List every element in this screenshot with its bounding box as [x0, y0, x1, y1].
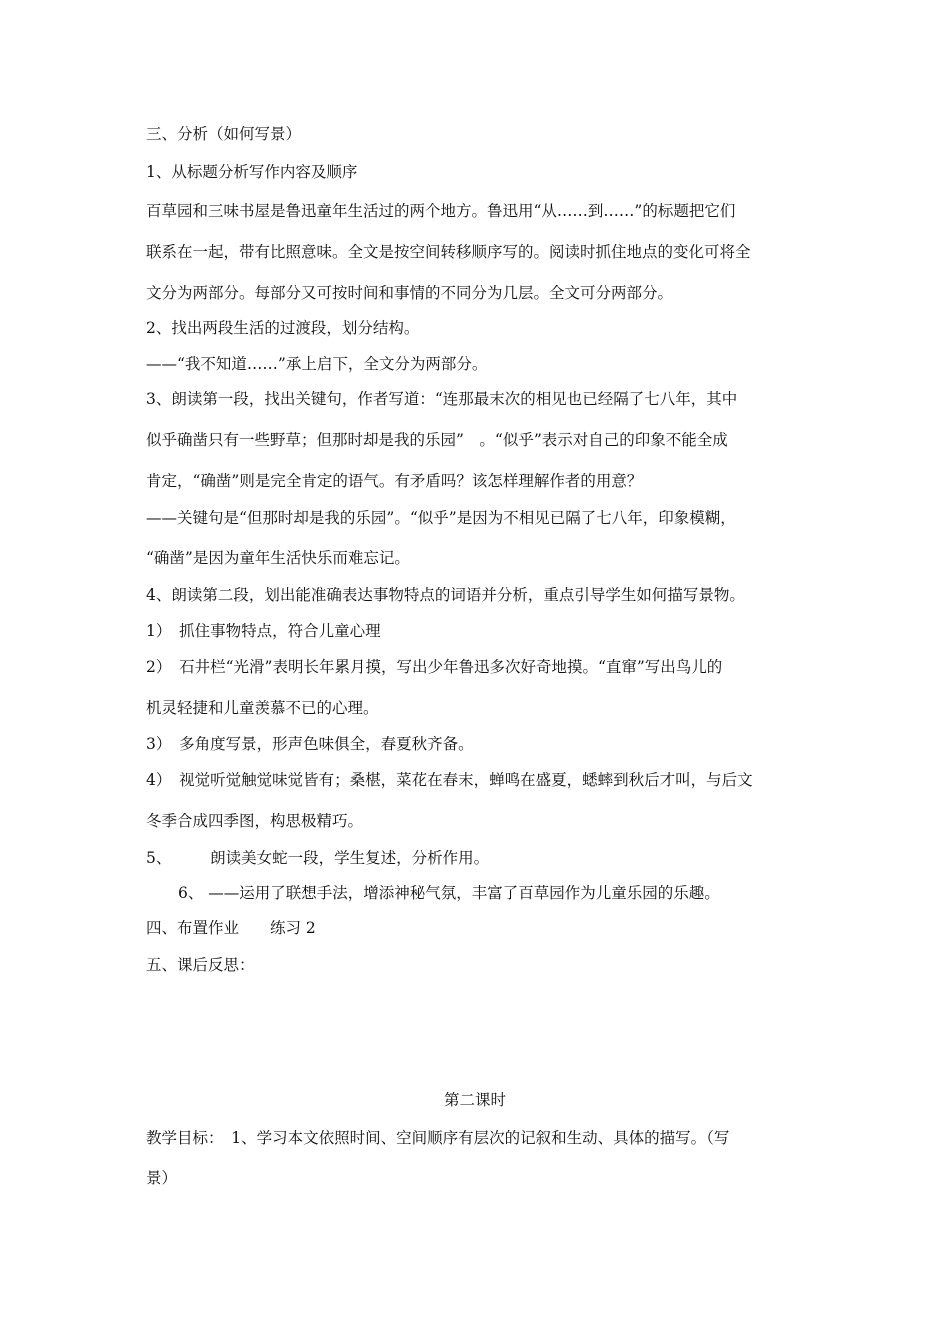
section5-heading: 五、课后反思： — [146, 956, 255, 974]
item3-para-line3: 肯定，“确凿”则是完全肯定的语气。有矛盾吗？该怎样理解作者的用意？ — [146, 472, 643, 490]
item5: 5、 朗读美女蛇一段，学生复述，分析作用。 — [146, 849, 490, 867]
item3-para-line2: 似乎确凿只有一些野草；但那时却是我的乐园” 。“似乎”表示对自己的印象不能全成 — [146, 431, 728, 449]
item1-para-line2: 联系在一起，带有比照意味。全文是按空间转移顺序写的。阅读时抓住地点的变化可将全 — [146, 243, 751, 261]
item6: 6、 ——运用了联想手法，增添神秘气氛，丰富了百草园作为儿童乐园的乐趣。 — [178, 884, 720, 902]
item2-title: 2、找出两段生活的过渡段，划分结构。 — [146, 319, 420, 337]
lesson2-title: 第二课时 — [443, 1091, 506, 1109]
sub-point-3: 3） 多角度写景，形声色味俱全，春夏秋齐备。 — [146, 735, 474, 753]
item4-title: 4、朗读第二段，划出能准确表达事物特点的词语并分析，重点引导学生如何描写景物。 — [146, 586, 745, 604]
sub-point-2-line2: 机灵轻捷和儿童羡慕不已的心理。 — [146, 699, 379, 717]
item1-title: 1、从标题分析写作内容及顺序 — [146, 163, 358, 181]
item1-para-line3: 文分为两部分。每部分又可按时间和事情的不同分为几层。全文可分两部分。 — [146, 284, 674, 302]
sub-point-4-line1: 4） 视觉听觉触觉味觉皆有；桑椹，菜花在春末，蝉鸣在盛夏，蟋蟀到秋后才叫，与后文 — [146, 771, 753, 789]
item3-answer-line2: “确凿”是因为童年生活快乐而难忘记。 — [146, 549, 410, 567]
objectives-line2: 景） — [146, 1169, 178, 1187]
item2-answer: ——“我不知道……”承上启下，全文分为两部分。 — [146, 355, 488, 373]
item1-para-line1: 百草园和三味书屋是鲁迅童年生活过的两个地方。鲁迅用“从……到……”的标题把它们 — [146, 202, 736, 220]
objectives-line1: 教学目标： 1、学习本文依照时间、空间顺序有层次的记叙和生动、具体的描写。（写 — [146, 1129, 730, 1147]
sub-point-4-line2: 冬季合成四季图，构思极精巧。 — [146, 812, 364, 830]
sub-point-1: 1） 抓住事物特点，符合儿童心理 — [146, 622, 381, 640]
item3-answer-line1: ——关键句是“但那时却是我的乐园”。“似乎”是因为不相见已隔了七八年，印象模糊， — [146, 509, 736, 527]
item3-para-line1: 3、朗读第一段，找出关键句，作者写道：“连那最末次的相见也已经隔了七八年，其中 — [146, 390, 738, 408]
sub-point-2-line1: 2） 石井栏“光滑”表明长年累月摸，写出少年鲁迅多次好奇地摸。“直窜”写出鸟儿的 — [146, 658, 723, 676]
section3-heading: 三、分析（如何写景） — [146, 125, 302, 143]
section4-heading: 四、布置作业 练习 2 — [146, 919, 316, 937]
